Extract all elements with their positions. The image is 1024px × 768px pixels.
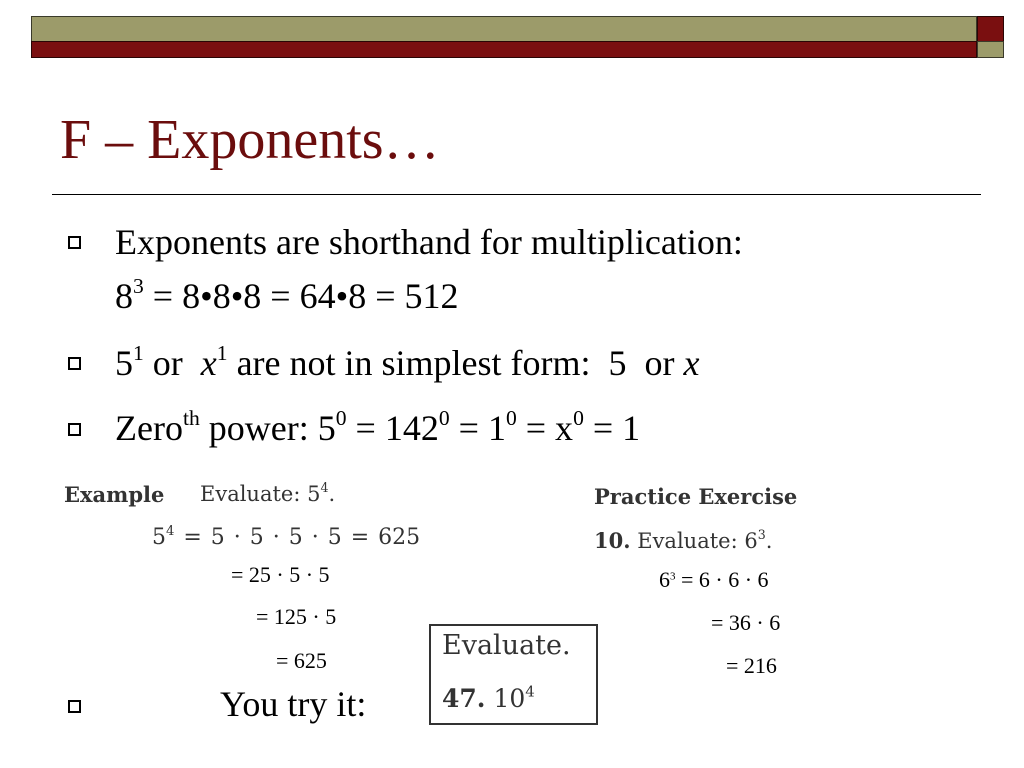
practice-expansion — [659, 567, 769, 593]
base: = x — [516, 408, 574, 448]
slide-title: F – Exponents… — [60, 109, 440, 171]
period: . — [328, 482, 336, 506]
bullet-4: You try it: — [220, 684, 367, 724]
exponent: 0 — [335, 405, 347, 430]
exponent: 0 — [438, 405, 450, 430]
bullet-square-icon — [68, 236, 81, 249]
bullet-3 — [115, 405, 641, 448]
evaluate-label: Evaluate: — [200, 482, 301, 506]
base: 5 — [152, 525, 166, 550]
exponent: 4 — [166, 523, 175, 539]
bullet-square-icon — [68, 700, 81, 713]
exponent: 3 — [670, 570, 676, 583]
base: = 142 — [346, 408, 439, 448]
header-square-olive — [977, 41, 1004, 58]
bullet-1-line-2 — [115, 273, 459, 316]
practice-step-2: = 216 — [726, 653, 777, 678]
example-prompt — [200, 482, 335, 506]
try-it-heading: Evaluate. — [442, 630, 571, 661]
bullet-1-line-1: Exponents are shorthand for multiplication: — [115, 222, 743, 262]
exponent: 0 — [505, 405, 517, 430]
practice-step-1: = 36 · 6 — [711, 610, 781, 635]
or-text: or — [143, 343, 192, 383]
expansion: = 5 · 5 · 5 · 5 = 625 — [174, 525, 421, 550]
bullet-2 — [115, 340, 700, 383]
base: 5 — [317, 408, 336, 448]
header-bar-red — [31, 41, 977, 58]
base: 6 — [659, 567, 670, 592]
exponent: 0 — [573, 405, 584, 430]
bullet-square-icon — [68, 423, 81, 436]
base: 8 — [115, 276, 133, 316]
exponent: 1 — [133, 340, 144, 365]
expansion: = 6 · 6 · 6 — [675, 567, 769, 592]
exponent: 3 — [757, 527, 766, 543]
exponent: 4 — [320, 480, 329, 496]
try-it-problem — [442, 684, 535, 713]
evaluate-label: Evaluate: — [637, 529, 738, 553]
header-square-red — [977, 16, 1004, 42]
try-it-box — [429, 624, 598, 725]
example-heading: Example — [64, 482, 165, 507]
variable-x: x — [683, 343, 700, 383]
base: 10 — [493, 684, 526, 713]
exponent: 1 — [216, 340, 228, 365]
bullet-square-icon — [68, 357, 81, 370]
practice-prompt — [594, 528, 772, 553]
base: = 1 — [449, 408, 506, 448]
bullet-2-text: are not in simplest form: 5 or — [227, 343, 684, 383]
base: 5 — [115, 343, 133, 383]
example-step-1: = 25 · 5 · 5 — [231, 562, 330, 587]
header-bar-olive — [31, 16, 977, 42]
exercise-number: 10. — [594, 528, 631, 553]
zero-word: Zero — [115, 408, 183, 448]
base: 6 — [744, 529, 758, 553]
power-label: power: — [199, 408, 318, 448]
base: 5 — [307, 482, 321, 506]
example-expansion — [152, 525, 420, 550]
period: . — [765, 529, 773, 553]
example-step-2: = 125 · 5 — [256, 604, 337, 629]
example-step-3: = 625 — [276, 648, 327, 673]
title-divider — [52, 194, 981, 195]
result: = 1 — [583, 408, 641, 448]
exercise-number: 47. — [442, 684, 486, 713]
variable-x: x — [200, 343, 217, 383]
exponent: 4 — [525, 682, 535, 701]
expansion: = 8•8•8 = 64•8 = 512 — [143, 276, 459, 316]
practice-heading: Practice Exercise — [594, 484, 798, 509]
ordinal-suffix: th — [182, 405, 200, 430]
exponent: 3 — [133, 273, 144, 298]
